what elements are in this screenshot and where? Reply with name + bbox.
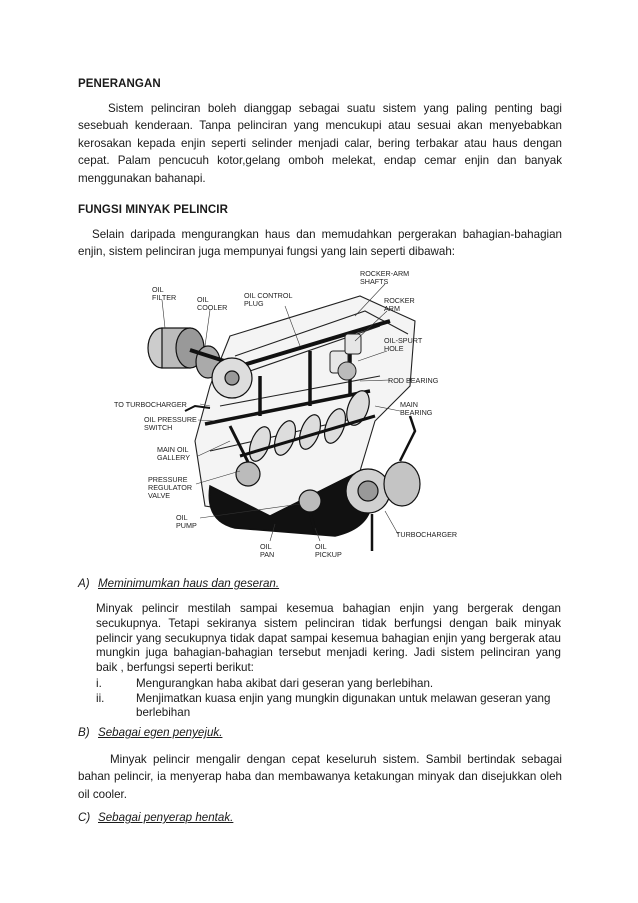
label-to-turbocharger: TO TURBOCHARGER [114,400,187,409]
label-oil-cooler-2: COOLER [197,303,228,312]
label-oil-filter: OIL [152,285,164,294]
label-rocker-arm-2: ARM [384,304,400,313]
lubrication-system-diagram [110,266,470,566]
section-a-heading [78,577,279,590]
label-pressure-regulator-valve: PRESSURE [148,475,188,484]
heading-penerangan: PENERANGAN [78,78,161,90]
timing-gear [212,358,252,398]
label-oil-pump: OIL [176,513,188,522]
label-oil-pressure-switch: OIL PRESSURE [144,415,197,424]
label-oil-pan-2: PAN [260,550,275,559]
list-item [96,677,561,692]
label-main-bearing-2: BEARING [400,408,433,417]
label-oil-pump-2: PUMP [176,521,197,530]
label-oil-filter-2: FILTER [152,293,177,302]
label-main-oil-gallery-2: GALLERY [157,453,191,462]
section-c-title: Sebagai penyerap hentak. [98,811,234,824]
section-a-title: Meminimumkan haus dan geseran. [98,577,280,590]
label-oil-pan: OIL [260,542,272,551]
label-rod-bearing: ROD BEARING [388,376,439,385]
section-b-heading [78,726,222,739]
list-item-number: i. [96,677,102,690]
paragraph-fungsi: Selain daripada mengurangkan haus dan memudahkan pergerakan bahagian-bahagian enjin, sistem pelinciran juga mempunyai fungsi yang lain seperti dibawah: [78,228,562,259]
section-b-paragraph: Minyak pelincir mengalir dengan cepat keseluruh sistem. Sambil bertindak sebagai bahan pelincir, ia menyerap haba dan membawanya ketakungan minyak dan disejukkan oleh oil cooler. [78,753,562,801]
section-a-letter: A) [78,577,90,590]
label-pressure-regulator-valve-2: REGULATOR [148,483,193,492]
label-oil-pickup: OIL [315,542,327,551]
label-main-bearing: MAIN [400,400,418,409]
section-b-letter: B) [78,726,90,739]
label-oil-pressure-switch-2: SWITCH [144,423,173,432]
heading-fungsi: FUNGSI MINYAK PELINCIR [78,204,229,216]
paragraph-penerangan: Sistem pelinciran boleh dianggap sebagai suatu sistem yang paling penting bagi sesebuah kenderaan. Tanpa pelinciran yang mencukupi atau sesuai akan menyebabkan kerosakan kepada enjin seperti selinder menjadi calar, bering terbakar atau haus dengan cepat. Palam pencucuh kotor,gelang omboh melekat, endap cemar enjin dan banyak menggunakan bahanapi. [78,102,562,185]
section-c-heading [78,811,233,824]
list-item-text: Mengurangkan haba akibat dari geseran yang berlebihan. [136,677,434,690]
list-item-text: Menjimatkan kuasa enjin yang mungkin digunakan untuk melawan geseran yang berlebihan [136,691,551,719]
label-turbocharger: TURBOCHARGER [396,530,458,539]
label-rocker-arm-shafts-2: SHAFTS [360,277,389,286]
label-rocker-arm-shafts: ROCKER-ARM [360,269,410,278]
label-oil-spurt-hole-2: HOLE [384,344,404,353]
label-pressure-regulator-valve-3: VALVE [148,491,171,500]
label-oil-control-plug-2: PLUG [244,299,264,308]
section-c-letter: C) [78,811,91,824]
label-rocker-arm: ROCKER [384,296,415,305]
list-item-number: ii. [96,691,105,705]
section-a-paragraph: Minyak pelincir mestilah sampai kesemua bahagian enjin yang bergerak dengan secukupnya. Tetapi sekiranya sistem pelinciran tidak berfungsi dengan baik minyak pelincir yang secukupnya tidak dapat sampai kesemua bahagian enjin yang bergerak atau mungkin juga bahagian-bahagian tersebut menjadi kering. Jadi sistem pelinciran yang baik , berfungsi seperti berikut: [96,602,561,675]
list-item [96,692,561,721]
label-oil-control-plug: OIL CONTROL [244,291,293,300]
label-oil-pickup-2: PICKUP [315,550,342,559]
section-a-list [96,677,561,721]
section-b-title: Sebagai egen penyejuk. [98,726,223,739]
label-oil-spurt-hole: OIL-SPURT [384,336,423,345]
label-main-oil-gallery: MAIN OIL [157,445,189,454]
label-oil-cooler: OIL [197,295,209,304]
